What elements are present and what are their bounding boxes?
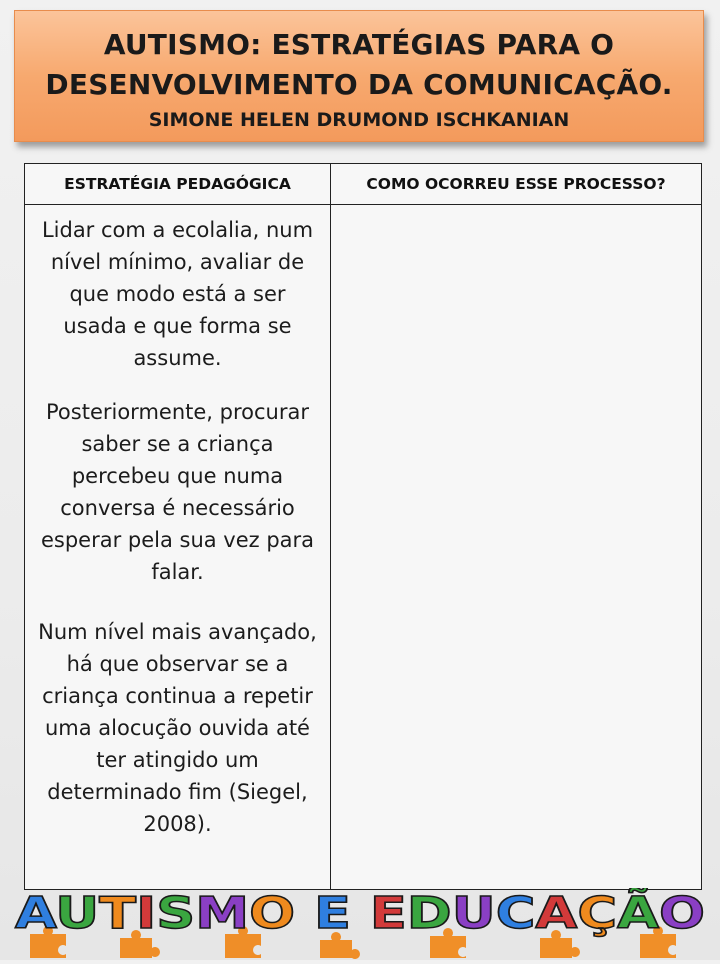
strategy-paragraph-2: Posteriormente, procurar saber se a criança percebeu que numa conversa é necessário esperar pela sua vez para falar. bbox=[40, 400, 315, 584]
column-header-process: COMO OCORREU ESSE PROCESSO? bbox=[331, 164, 702, 205]
logo-text: A U T IS M O E E D U C A Ç Ã O bbox=[15, 888, 697, 939]
strategy-table bbox=[24, 163, 702, 890]
title-line-1: AUTISMO: ESTRATÉGIAS PARA O bbox=[103, 28, 615, 61]
strategy-cell bbox=[25, 205, 331, 890]
column-header-strategy: ESTRATÉGIA PEDAGÓGICA bbox=[25, 164, 331, 205]
table-header-row bbox=[25, 164, 702, 205]
strategy-paragraph-3: Num nível mais avançado, há que observar se a criança continua a repetir uma alocução ouvida até ter atingido um determinado fim (Siegel, 2008). bbox=[38, 620, 317, 836]
logo-graphic bbox=[0, 888, 720, 960]
process-cell bbox=[331, 205, 702, 890]
title-line-2: DESENVOLVIMENTO DA COMUNICAÇÃO. bbox=[45, 68, 673, 101]
author-name: SIMONE HELEN DRUMOND ISCHKANIAN bbox=[148, 109, 570, 131]
strategy-paragraph-1: Lidar com a ecolalia, num nível mínimo, avaliar de que modo está a ser usada e que forma se assume. bbox=[41, 218, 314, 370]
title-banner bbox=[14, 10, 704, 142]
page-title bbox=[23, 25, 695, 105]
footer-logo bbox=[0, 888, 720, 960]
table-row bbox=[25, 205, 702, 890]
